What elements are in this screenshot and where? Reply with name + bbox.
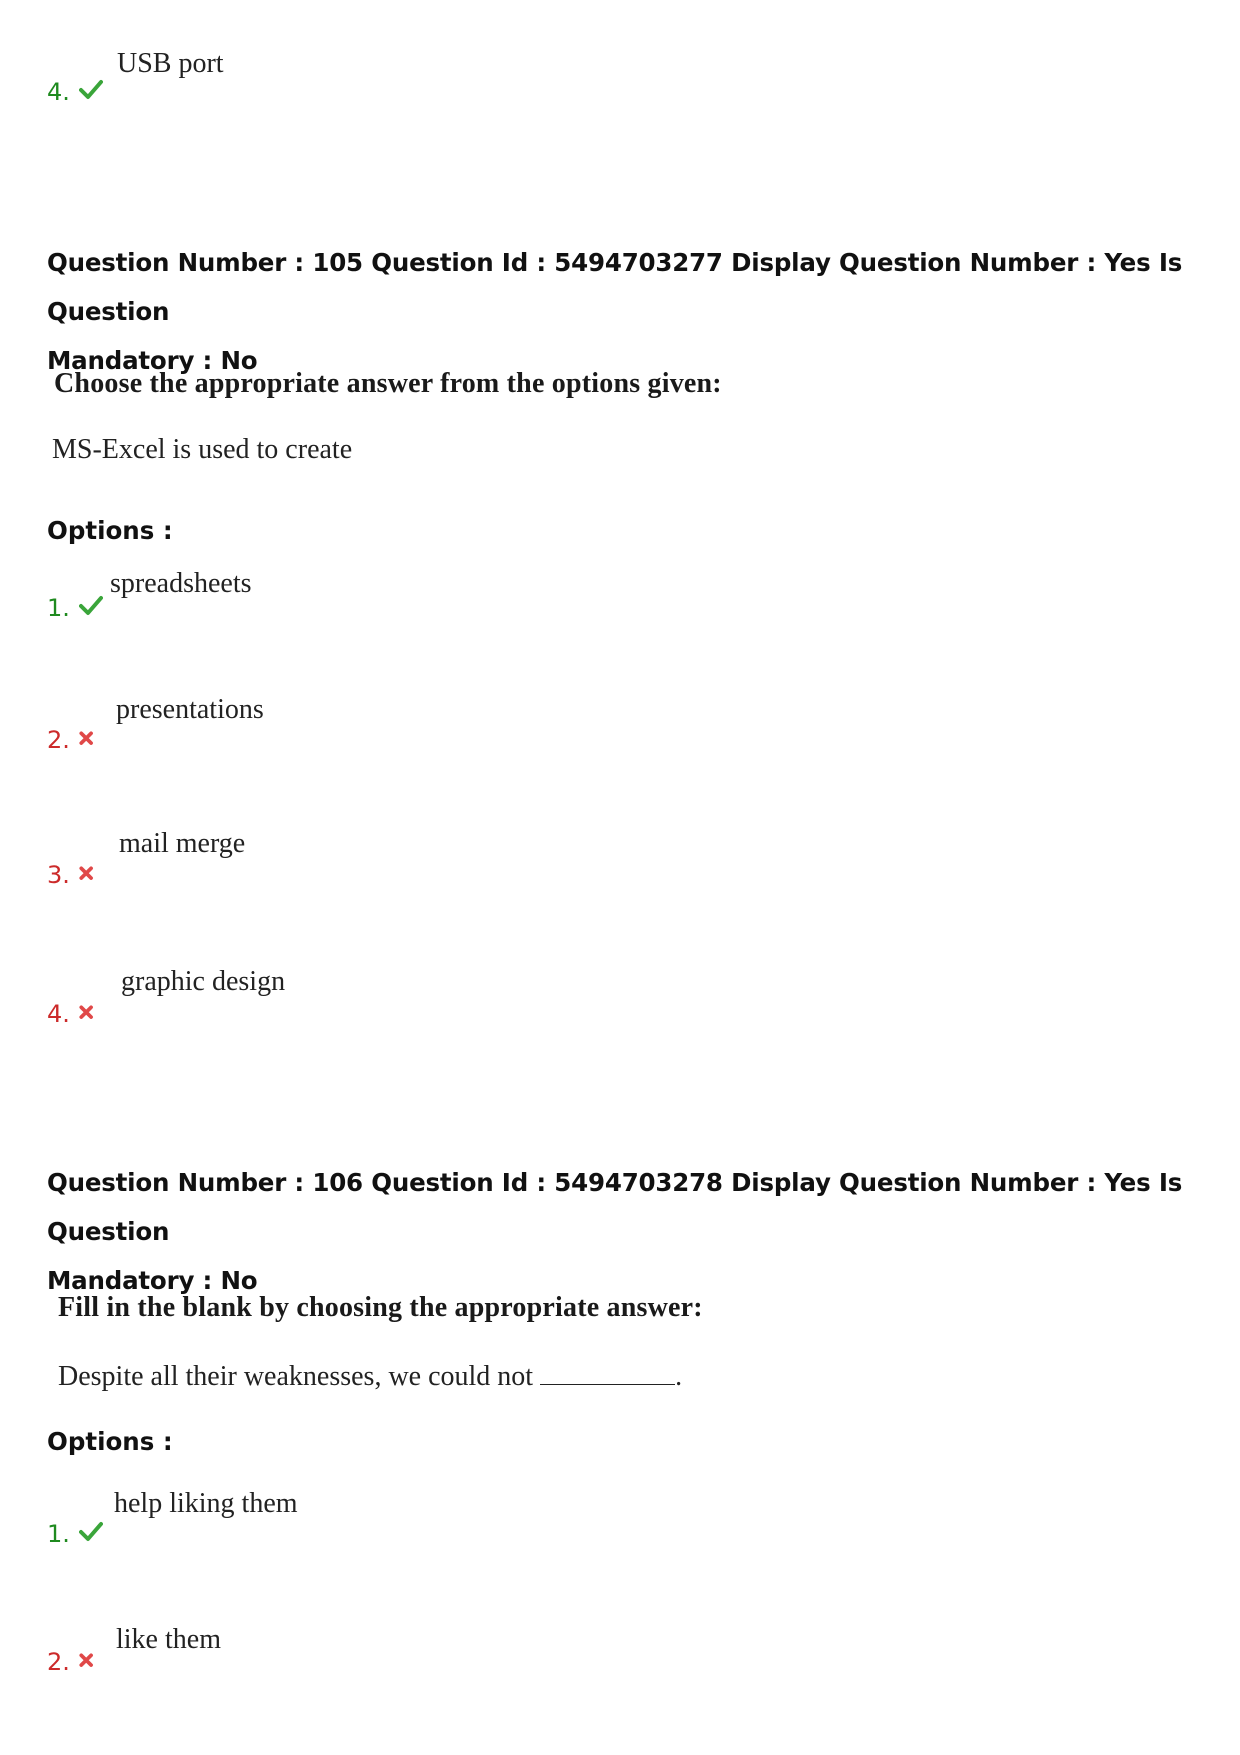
cross-icon (77, 730, 97, 748)
cross-icon (77, 1652, 97, 1670)
check-icon (79, 594, 103, 616)
option-row (47, 726, 97, 754)
option-number: 2. (47, 1648, 70, 1676)
check-icon (79, 1520, 103, 1542)
question-stem-text: Despite all their weaknesses, we could not (58, 1361, 534, 1392)
question-instruction: Choose the appropriate answer from the options given: (54, 368, 722, 399)
option-number: 4. (47, 1000, 70, 1028)
question-header-line: Question Number : 105 Question Id : 5494703277 Display Question Number : Yes Is Question (47, 248, 1183, 326)
option-text: graphic design (121, 966, 286, 997)
check-icon (79, 78, 103, 100)
option-number: 1. (47, 1520, 70, 1548)
option-text: presentations (116, 694, 264, 725)
question-stem-end: . (675, 1361, 683, 1392)
question-header-line: Question Number : 106 Question Id : 5494703278 Display Question Number : Yes Is Question (47, 1168, 1183, 1246)
question-header-line: Mandatory : No (47, 346, 258, 375)
option-row (47, 1648, 97, 1676)
option-row (47, 861, 97, 889)
option-number: 3. (47, 861, 70, 889)
option-number: 1. (47, 594, 70, 622)
option-number: 2. (47, 726, 70, 754)
options-label: Options : (47, 516, 173, 545)
question-stem (58, 1360, 682, 1393)
option-text: like them (116, 1624, 221, 1655)
question-header (47, 1158, 1207, 1305)
option-text: USB port (117, 48, 224, 79)
option-row (47, 1000, 97, 1028)
option-text: spreadsheets (110, 568, 252, 599)
option-row (47, 594, 103, 622)
option-text: mail merge (119, 828, 246, 859)
option-row (47, 78, 103, 106)
options-label: Options : (47, 1427, 173, 1456)
cross-icon (77, 865, 97, 883)
question-header-line: Mandatory : No (47, 1266, 258, 1295)
option-number: 4. (47, 78, 70, 106)
question-instruction: Fill in the blank by choosing the appropriate answer: (58, 1292, 703, 1323)
cross-icon (77, 1004, 97, 1022)
option-text: help liking them (114, 1488, 298, 1519)
question-header (47, 238, 1207, 385)
option-row (47, 1520, 103, 1548)
answer-blank (540, 1360, 675, 1385)
question-stem: MS-Excel is used to create (52, 434, 353, 465)
